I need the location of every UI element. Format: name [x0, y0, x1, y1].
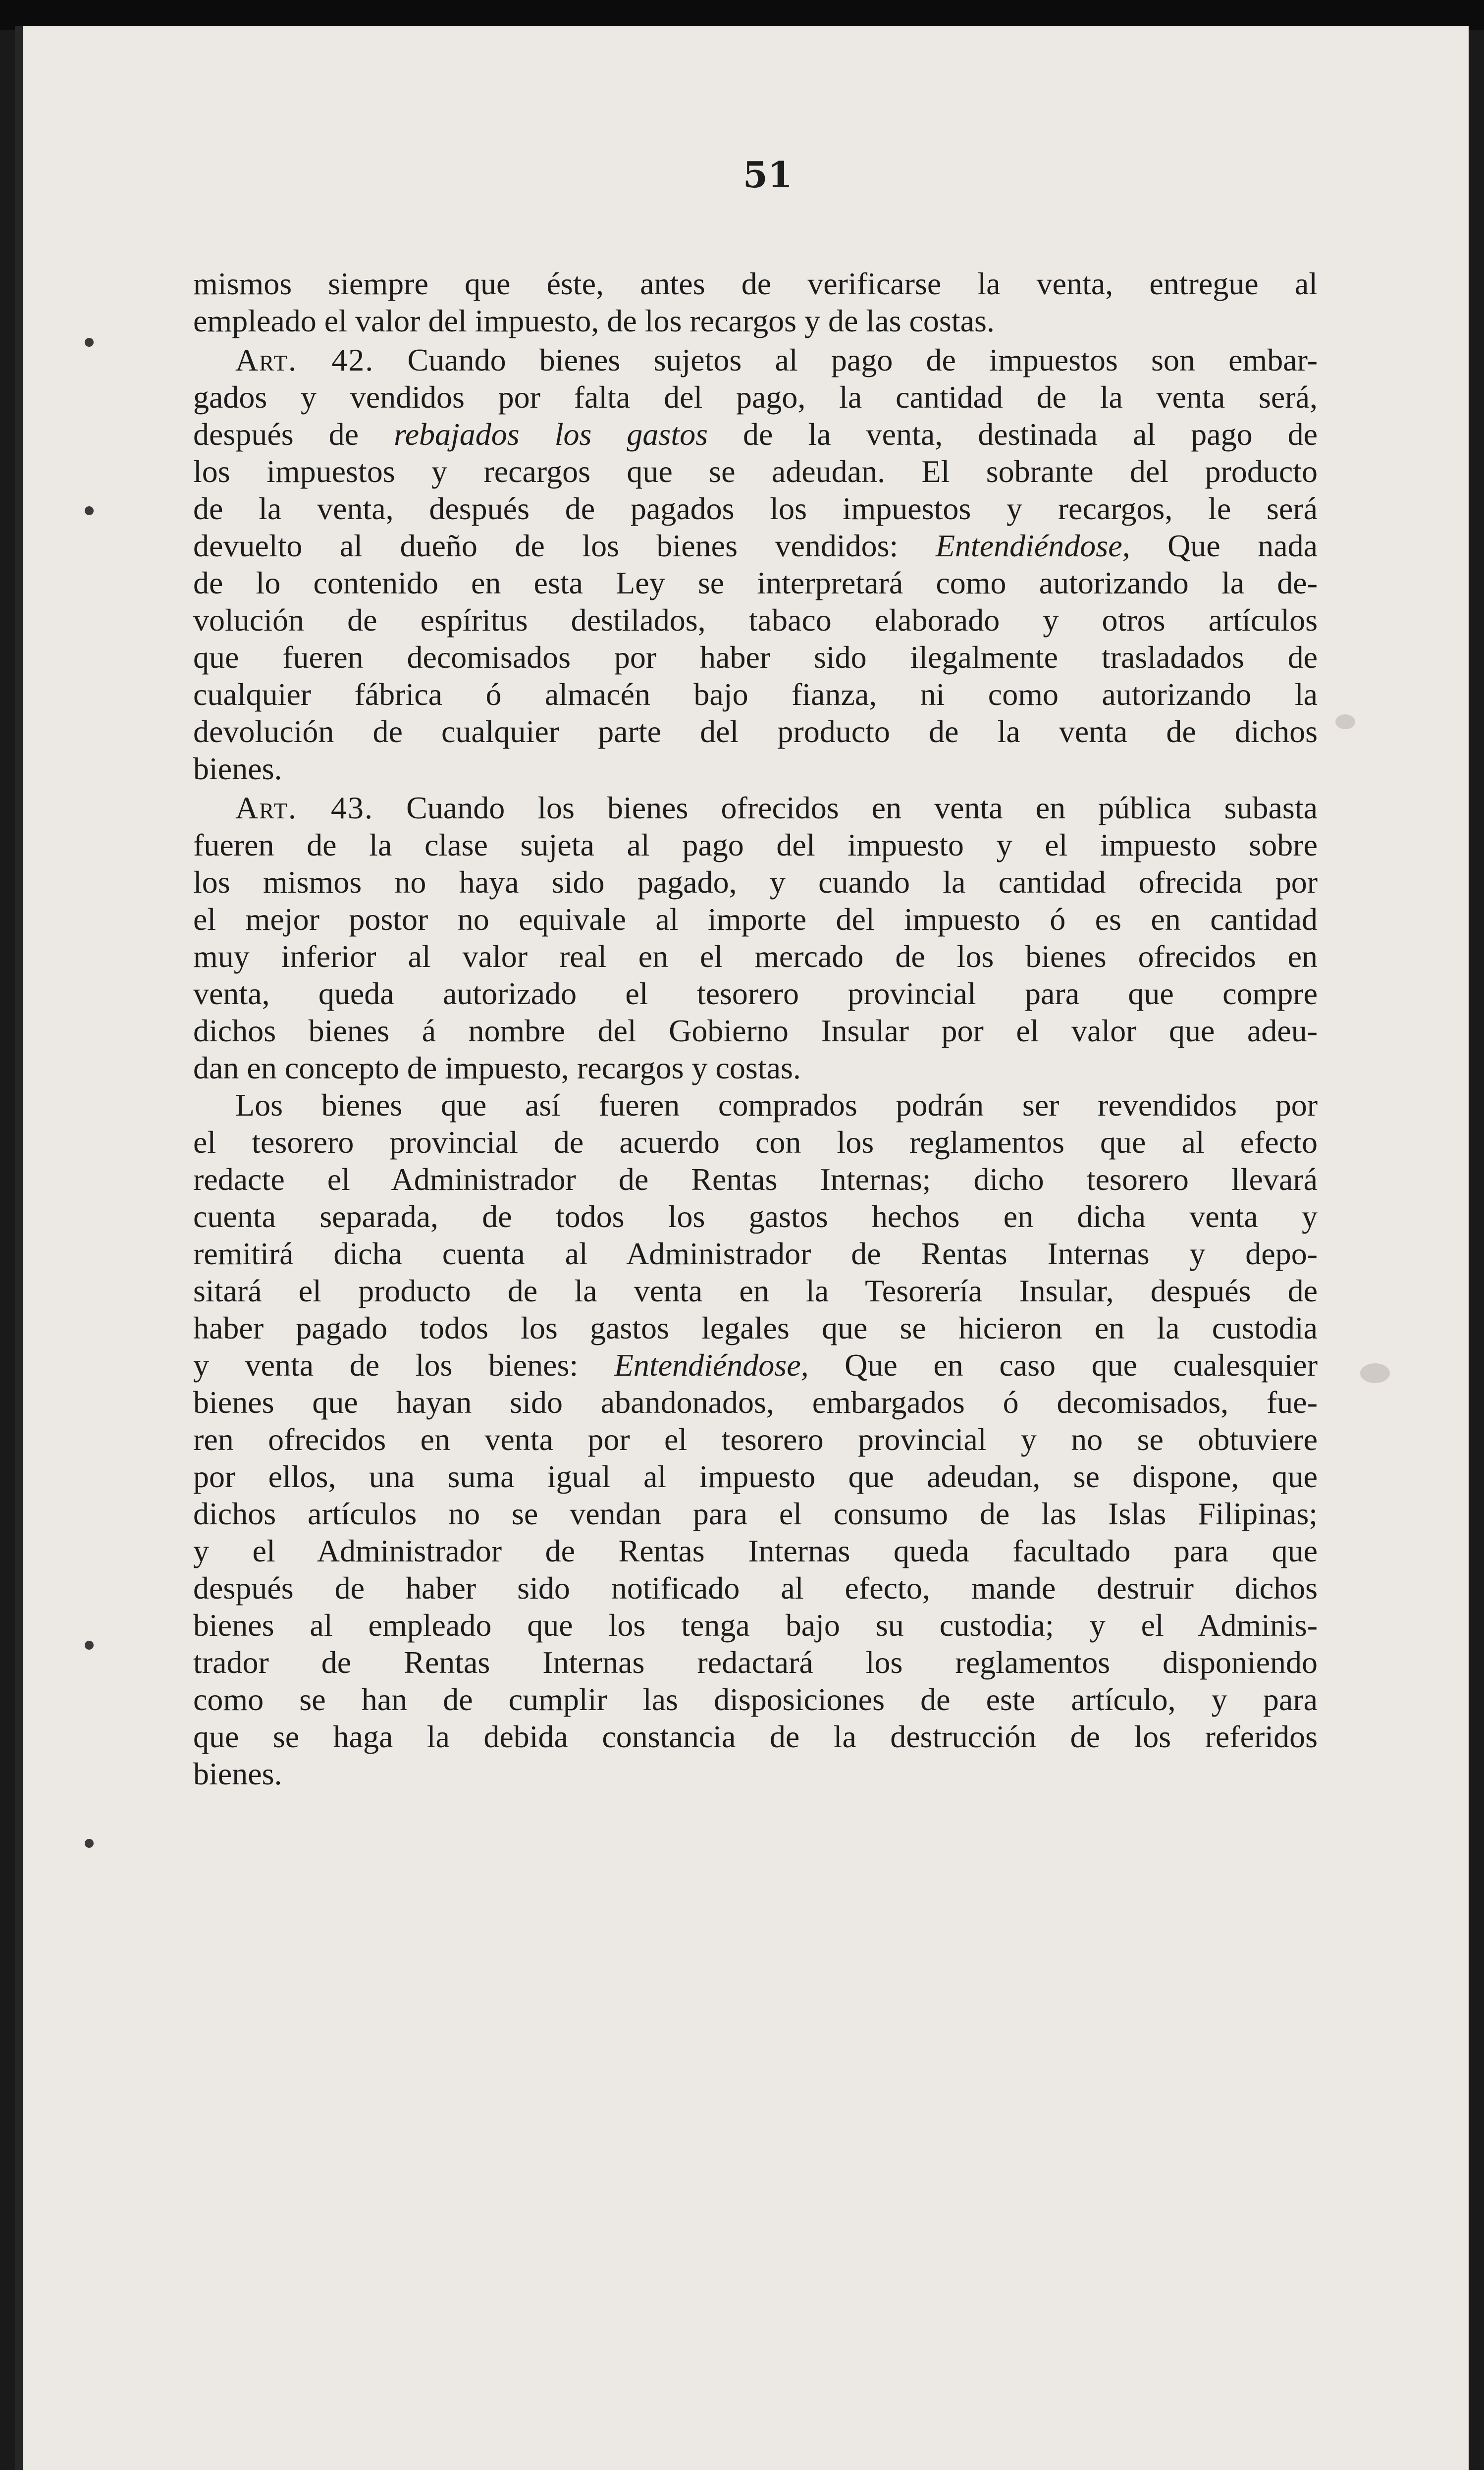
- line-text: trador de Rentas Internas redactará los reglamentos disponiendo: [193, 1645, 1318, 1680]
- line-text: bienes al empleado que los tenga bajo su custodia; y el Adminis-: [193, 1608, 1318, 1643]
- line-text: que se haga la debida constancia de la destrucción de los referidos: [193, 1719, 1318, 1754]
- text-line: [193, 302, 1318, 339]
- page-stain: [1335, 714, 1355, 729]
- line-text: mismos siempre que éste, antes de verificarse la venta, entregue al: [193, 266, 1318, 301]
- italic-term: Entendiéndose,: [935, 528, 1130, 563]
- line-text: los mismos no haya sido pagado, y cuando la cantidad ofrecida por: [193, 864, 1318, 900]
- text-line: [193, 1532, 1318, 1569]
- italic-term: Entendiéndose,: [614, 1347, 809, 1383]
- text-line: [193, 676, 1318, 713]
- line-text: fueren de la clase sujeta al pago del impuesto y el impuesto sobre: [193, 827, 1318, 862]
- text-line: [193, 1124, 1318, 1161]
- line-text: de la venta, destinada al pago de: [708, 417, 1318, 452]
- text-line: [193, 601, 1318, 639]
- line-text: gados y vendidos por falta del pago, la cantidad de la venta será,: [193, 379, 1318, 415]
- line-text: los impuestos y recargos que se adeudan. El sobrante del producto: [193, 454, 1318, 489]
- text-line: [193, 938, 1318, 975]
- line-text: el mejor postor no equivale al importe del impuesto ó es en cantidad: [193, 902, 1318, 937]
- text-line: [193, 1718, 1318, 1755]
- text-line: [193, 826, 1318, 863]
- line-text: bienes.: [193, 751, 282, 786]
- text-line: [193, 527, 1318, 564]
- margin-dot: [85, 506, 94, 515]
- text-line: [193, 1607, 1318, 1644]
- text-line: [193, 1272, 1318, 1309]
- text-line: [193, 1681, 1318, 1718]
- italic-term: rebajados los gastos: [394, 417, 708, 452]
- text-line: [193, 863, 1318, 901]
- line-text: empleado el valor del impuesto, de los recargos y de las costas.: [193, 303, 995, 338]
- line-text: redacte el Administrador de Rentas Internas; dicho tesorero llevará: [193, 1162, 1318, 1197]
- line-text: dichos bienes á nombre del Gobierno Insular por el valor que adeu-: [193, 1013, 1318, 1048]
- article-number: Art. 42.: [235, 342, 374, 377]
- text-line: [193, 1049, 1318, 1086]
- line-text: después de: [193, 417, 394, 452]
- text-line: [193, 750, 1318, 787]
- text-line: [193, 1161, 1318, 1198]
- line-text: Que en caso que cualesquier: [808, 1347, 1318, 1383]
- text-line: [193, 1421, 1318, 1458]
- line-text: el tesorero provincial de acuerdo con los reglamentos que al efecto: [193, 1125, 1318, 1160]
- line-text: y venta de los bienes:: [193, 1347, 614, 1383]
- text-line: [193, 1012, 1318, 1049]
- line-text: sitará el producto de la venta en la Tesorería Insular, después de: [193, 1273, 1318, 1308]
- scan-top-edge: [0, 0, 1484, 30]
- line-text: dan en concepto de impuesto, recargos y costas.: [193, 1050, 801, 1085]
- text-line: [193, 1458, 1318, 1495]
- line-text: que fueren decomisados por haber sido ilegalmente trasladados de: [193, 640, 1318, 675]
- text-line: [193, 975, 1318, 1012]
- text-line: [193, 639, 1318, 676]
- text-line: [193, 1086, 1318, 1124]
- line-text: Cuando los bienes ofrecidos en venta en pública subasta: [406, 790, 1318, 825]
- line-text: Que nada: [1130, 528, 1318, 563]
- text-line: [193, 265, 1318, 302]
- article-number: Art. 43.: [235, 790, 374, 825]
- line-text: devolución de cualquier parte del producto de la venta de dichos: [193, 714, 1318, 749]
- text-line: [193, 1495, 1318, 1532]
- line-text: Cuando bienes sujetos al pago de impuestos son embar-: [407, 342, 1318, 377]
- text-line: [193, 1198, 1318, 1235]
- text-line: [193, 564, 1318, 601]
- line-text: de lo contenido en esta Ley se interpretará como autorizando la de-: [193, 565, 1318, 600]
- article-heading-line: [193, 789, 1318, 826]
- line-text: haber pagado todos los gastos legales que se hicieron en la custodia: [193, 1310, 1318, 1345]
- line-text: después de haber sido notificado al efecto, mande destruir dichos: [193, 1570, 1318, 1606]
- line-text: de la venta, después de pagados los impuestos y recargos, le será: [193, 491, 1318, 526]
- text-line: [193, 1569, 1318, 1607]
- text-line: [193, 453, 1318, 490]
- text-line: [193, 378, 1318, 416]
- text-line: [193, 1644, 1318, 1681]
- line-text: venta, queda autorizado el tesorero provincial para que compre: [193, 976, 1318, 1011]
- line-text: dichos artículos no se vendan para el consumo de las Islas Filipinas;: [193, 1496, 1318, 1531]
- text-line: [193, 1235, 1318, 1272]
- margin-dot: [85, 1641, 94, 1650]
- text-line: [193, 490, 1318, 527]
- line-text: muy inferior al valor real en el mercado de los bienes ofrecidos en: [193, 939, 1318, 974]
- text-line: [193, 1309, 1318, 1346]
- text-line: [193, 713, 1318, 750]
- text-line: [193, 416, 1318, 453]
- text-line: [193, 1755, 1318, 1792]
- page-stain: [1360, 1363, 1390, 1383]
- margin-dot: [85, 338, 94, 347]
- text-line: [193, 1346, 1318, 1384]
- article-heading-line: [193, 341, 1318, 378]
- margin-dot: [85, 1839, 94, 1848]
- line-text: volución de espíritus destilados, tabaco elaborado y otros artículos: [193, 602, 1318, 638]
- text-line: [193, 1384, 1318, 1421]
- line-text: devuelto al dueño de los bienes vendidos:: [193, 528, 936, 563]
- line-text: bienes.: [193, 1756, 282, 1791]
- line-text: cuenta separada, de todos los gastos hechos en dicha venta y: [193, 1199, 1318, 1234]
- line-text: como se han de cumplir las disposiciones de este artículo, y para: [193, 1682, 1318, 1717]
- line-text: ren ofrecidos en venta por el tesorero provincial y no se obtuviere: [193, 1422, 1318, 1457]
- text-line: [193, 901, 1318, 938]
- line-text: remitirá dicha cuenta al Administrador de Rentas Internas y depo-: [193, 1236, 1318, 1271]
- page-number: 51: [742, 154, 793, 196]
- line-text: y el Administrador de Rentas Internas queda facultado para que: [193, 1533, 1318, 1568]
- body-text: [193, 265, 1318, 1792]
- line-text: cualquier fábrica ó almacén bajo fianza, ni como autorizando la: [193, 677, 1318, 712]
- line-text: por ellos, una suma igual al impuesto que adeudan, se dispone, que: [193, 1459, 1318, 1494]
- line-text: bienes que hayan sido abandonados, embargados ó decomisados, fue-: [193, 1385, 1318, 1420]
- line-text: Los bienes que así fueren comprados podrán ser revendidos por: [235, 1087, 1318, 1123]
